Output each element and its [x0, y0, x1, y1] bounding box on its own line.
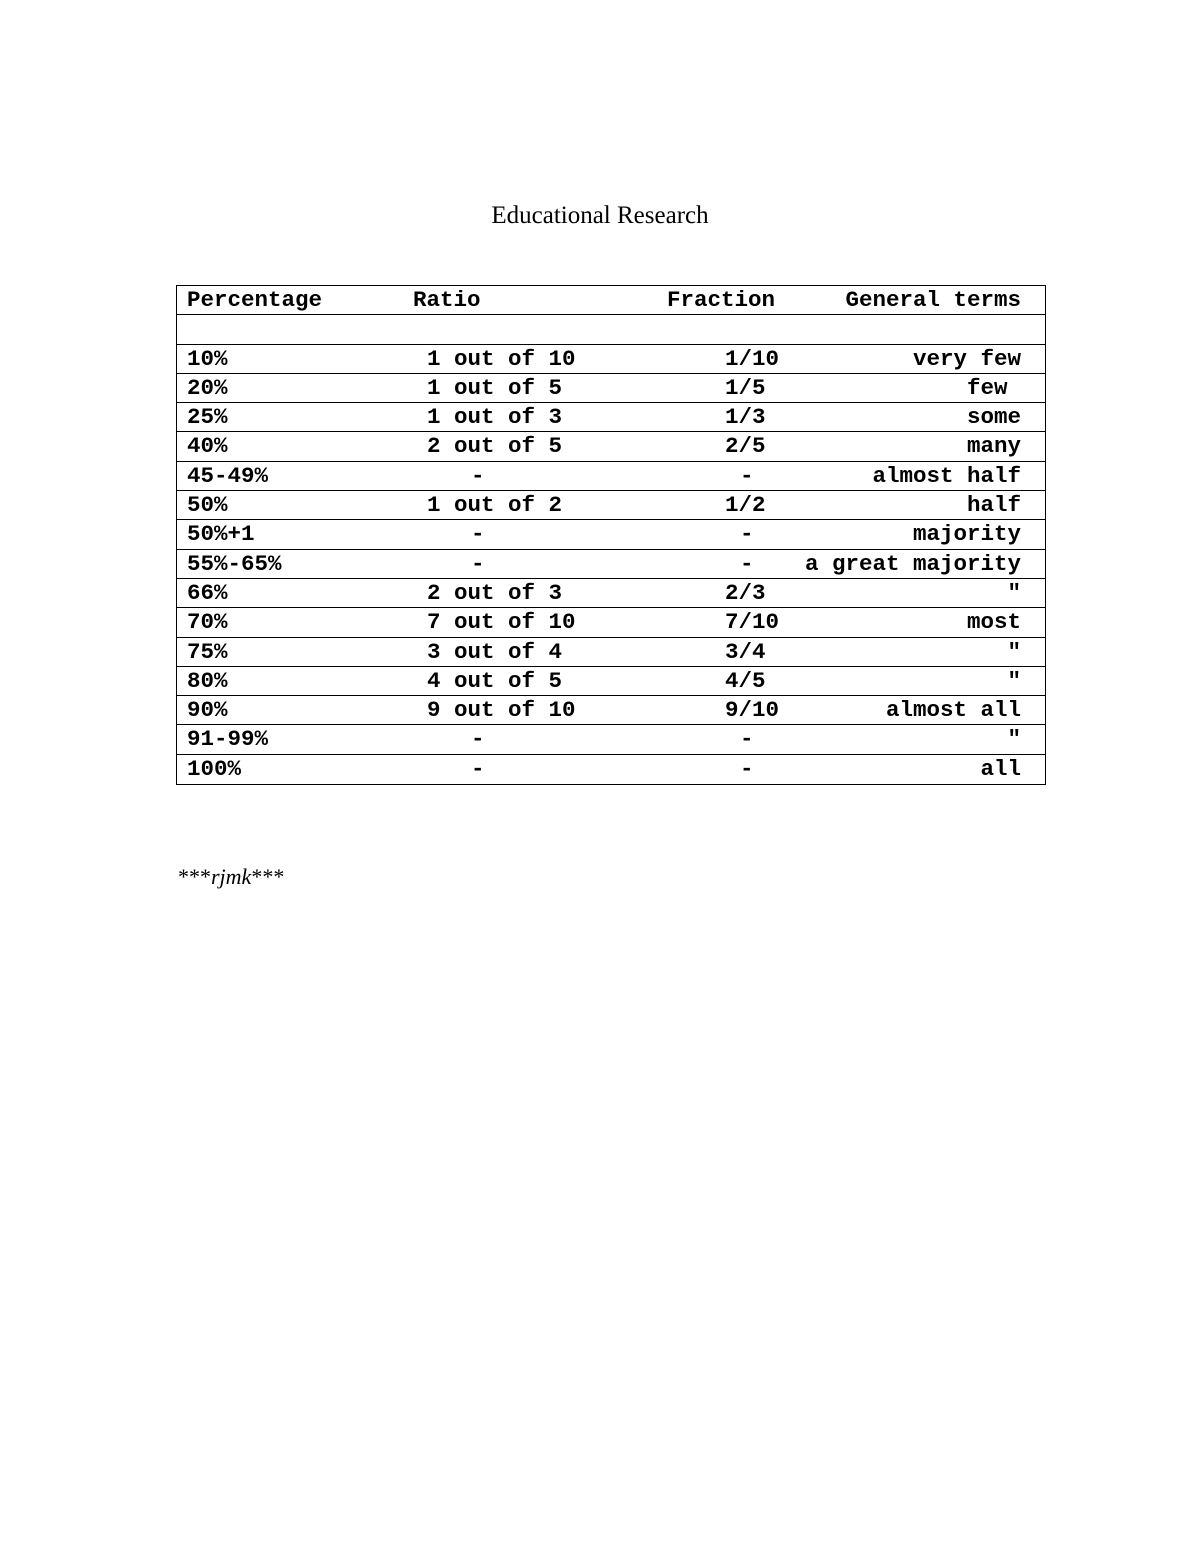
- cell-general-term: majority: [912, 521, 1021, 548]
- signature-suffix: ***: [251, 864, 285, 889]
- cell-percentage: 80%: [187, 667, 228, 694]
- signature: [178, 863, 284, 891]
- cell-fraction: 7/10: [725, 609, 780, 636]
- cell-ratio: 4 out of 5: [427, 667, 563, 694]
- cell-percentage: 90%: [187, 697, 228, 724]
- page-title: Educational Research: [491, 202, 709, 229]
- cell-percentage: 50%+1: [187, 521, 255, 548]
- header-percentage: Percentage: [187, 287, 323, 313]
- signature-name: rjmk: [211, 864, 252, 889]
- cell-general-term: very few: [912, 345, 1021, 372]
- percentage-terms-table: [176, 285, 1046, 785]
- cell-ratio: 1 out of 3: [427, 404, 563, 431]
- table-row: [177, 638, 1045, 667]
- cell-general-term: a great majority: [804, 550, 1021, 577]
- cell-general-term: almost all: [885, 697, 1021, 724]
- cell-ratio: -: [471, 550, 485, 577]
- cell-percentage: 25%: [187, 404, 228, 431]
- table-row: [177, 550, 1045, 579]
- cell-ratio: 1 out of 10: [427, 345, 576, 372]
- table-row: [177, 520, 1045, 549]
- cell-general-term: few: [966, 374, 1021, 401]
- table-row: [177, 667, 1045, 696]
- cell-general-term: almost half: [872, 462, 1021, 489]
- cell-fraction: 9/10: [725, 697, 780, 724]
- cell-percentage: 91-99%: [187, 726, 269, 753]
- cell-percentage: 40%: [187, 433, 228, 460]
- cell-fraction: 2/3: [725, 579, 766, 606]
- table-row: [177, 491, 1045, 520]
- table-row: [177, 755, 1045, 784]
- cell-ratio: -: [471, 755, 485, 782]
- table-row: [177, 374, 1045, 403]
- cell-percentage: 100%: [187, 755, 242, 782]
- cell-percentage: 55%-65%: [187, 550, 282, 577]
- cell-general-term: ": [1007, 667, 1021, 694]
- cell-fraction: 4/5: [725, 667, 766, 694]
- table-row: [177, 725, 1045, 754]
- cell-fraction: 1/2: [725, 492, 766, 519]
- cell-percentage: 75%: [187, 638, 228, 665]
- cell-fraction: -: [740, 755, 754, 782]
- table-row: [177, 696, 1045, 725]
- cell-general-term: ": [1007, 638, 1021, 665]
- cell-general-term: half: [966, 492, 1021, 519]
- cell-percentage: 20%: [187, 374, 228, 401]
- cell-ratio: -: [471, 726, 485, 753]
- cell-fraction: -: [740, 726, 754, 753]
- cell-ratio: 9 out of 10: [427, 697, 576, 724]
- cell-percentage: 10%: [187, 345, 228, 372]
- cell-fraction: -: [740, 521, 754, 548]
- table-row: [177, 345, 1045, 374]
- cell-ratio: 7 out of 10: [427, 609, 576, 636]
- signature-prefix: ***: [178, 864, 211, 889]
- cell-general-term: many: [966, 433, 1021, 460]
- cell-fraction: 1/10: [725, 345, 780, 372]
- cell-ratio: 2 out of 3: [427, 579, 563, 606]
- cell-general-term: some: [966, 404, 1021, 431]
- cell-ratio: -: [471, 521, 485, 548]
- header-general-terms: General terms: [845, 287, 1021, 313]
- table-row: [177, 403, 1045, 432]
- cell-ratio: 1 out of 5: [427, 374, 563, 401]
- cell-fraction: 3/4: [725, 638, 766, 665]
- cell-general-term: ": [1007, 579, 1021, 606]
- header-fraction: Fraction: [667, 287, 776, 313]
- cell-fraction: 2/5: [725, 433, 766, 460]
- cell-general-term: most: [966, 609, 1021, 636]
- table-row: [177, 462, 1045, 491]
- cell-ratio: 3 out of 4: [427, 638, 563, 665]
- cell-fraction: -: [740, 462, 754, 489]
- cell-fraction: -: [740, 550, 754, 577]
- cell-percentage: 45-49%: [187, 462, 269, 489]
- table-row: [177, 579, 1045, 608]
- table-row: [177, 432, 1045, 461]
- cell-fraction: 1/3: [725, 404, 766, 431]
- table-row: [177, 608, 1045, 637]
- header-ratio: Ratio: [413, 287, 481, 313]
- cell-ratio: -: [471, 462, 485, 489]
- cell-percentage: 50%: [187, 492, 228, 519]
- cell-percentage: 66%: [187, 579, 228, 606]
- cell-ratio: 2 out of 5: [427, 433, 563, 460]
- cell-fraction: 1/5: [725, 374, 766, 401]
- cell-general-term: ": [1007, 726, 1021, 753]
- table-body: [177, 345, 1045, 784]
- cell-ratio: 1 out of 2: [427, 492, 563, 519]
- cell-general-term: all: [980, 755, 1021, 782]
- table-header-row: [177, 286, 1045, 315]
- table-blank-row: [177, 315, 1045, 344]
- cell-percentage: 70%: [187, 609, 228, 636]
